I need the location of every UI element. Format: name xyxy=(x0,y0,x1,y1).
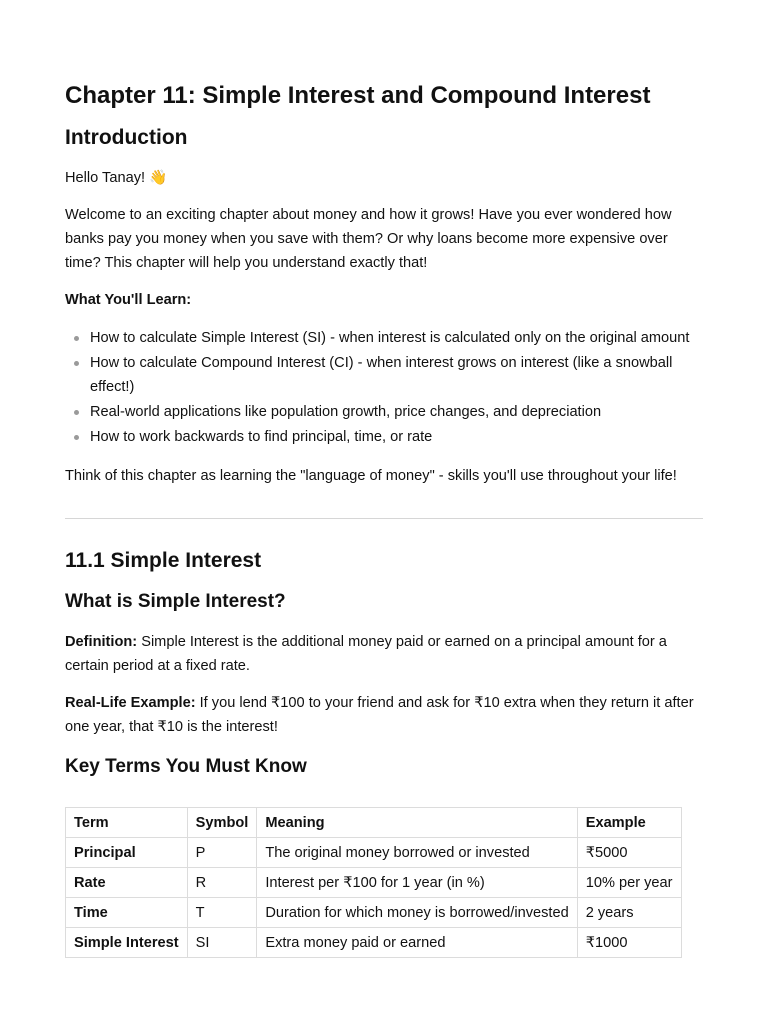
table-cell: Extra money paid or earned xyxy=(257,928,577,958)
key-terms-heading: Key Terms You Must Know xyxy=(65,756,307,777)
section-heading: 11.1 Simple Interest xyxy=(65,549,262,572)
table-cell: Simple Interest xyxy=(66,928,188,958)
table-cell: R xyxy=(187,868,257,898)
header-term: Term xyxy=(66,808,188,838)
list-item: How to calculate Simple Interest (SI) - when interest is calculated only on the original amount xyxy=(90,326,703,350)
section-divider xyxy=(65,518,703,519)
introduction-heading: Introduction xyxy=(65,126,188,149)
example-label: Real-Life Example: xyxy=(65,695,196,711)
example-text: If you lend ₹100 to your friend and ask for ₹10 extra when they return it after one year, that ₹10 is the interest! xyxy=(65,695,694,735)
table-cell: P xyxy=(187,838,257,868)
definition-paragraph xyxy=(65,630,703,678)
header-example: Example xyxy=(577,808,681,838)
key-terms-table xyxy=(65,807,682,958)
header-meaning: Meaning xyxy=(257,808,577,838)
list-item: How to work backwards to find principal, time, or rate xyxy=(90,425,703,449)
table-row xyxy=(66,928,682,958)
what-is-heading: What is Simple Interest? xyxy=(65,591,286,612)
chapter-title: Chapter 11: Simple Interest and Compound Interest xyxy=(65,82,651,109)
welcome-paragraph: Welcome to an exciting chapter about money and how it grows! Have you ever wondered how banks pay you money when you save with them? Or why loans become more expensive over time? This chapter will help you understand exactly that! xyxy=(65,207,672,271)
table-cell: Time xyxy=(66,898,188,928)
list-item: Real-world applications like population growth, price changes, and depreciation xyxy=(90,400,703,424)
learn-list xyxy=(65,326,703,449)
list-item: How to calculate Compound Interest (CI) - when interest grows on interest (like a snowball effect!) xyxy=(90,351,703,399)
definition-text: Simple Interest is the additional money paid or earned on a principal amount for a certain period at a fixed rate. xyxy=(65,634,667,674)
table-cell: 2 years xyxy=(577,898,681,928)
header-symbol: Symbol xyxy=(187,808,257,838)
learn-heading: What You'll Learn: xyxy=(65,292,192,308)
table-cell: Principal xyxy=(66,838,188,868)
table-cell: ₹5000 xyxy=(577,838,681,868)
table-header-row xyxy=(66,808,682,838)
table-row xyxy=(66,898,682,928)
table-cell: ₹1000 xyxy=(577,928,681,958)
table-cell: SI xyxy=(187,928,257,958)
definition-label: Definition: xyxy=(65,634,138,650)
closing-paragraph: Think of this chapter as learning the "language of money" - skills you'll use throughout your life! xyxy=(65,468,677,484)
table-row xyxy=(66,838,682,868)
table-cell: Interest per ₹100 for 1 year (in %) xyxy=(257,868,577,898)
table-cell: Duration for which money is borrowed/invested xyxy=(257,898,577,928)
table-cell: Rate xyxy=(66,868,188,898)
greeting: Hello Tanay! 👋 xyxy=(65,170,168,186)
table-cell: T xyxy=(187,898,257,928)
table-cell: 10% per year xyxy=(577,868,681,898)
table-cell: The original money borrowed or invested xyxy=(257,838,577,868)
example-paragraph xyxy=(65,691,703,739)
table-row xyxy=(66,868,682,898)
